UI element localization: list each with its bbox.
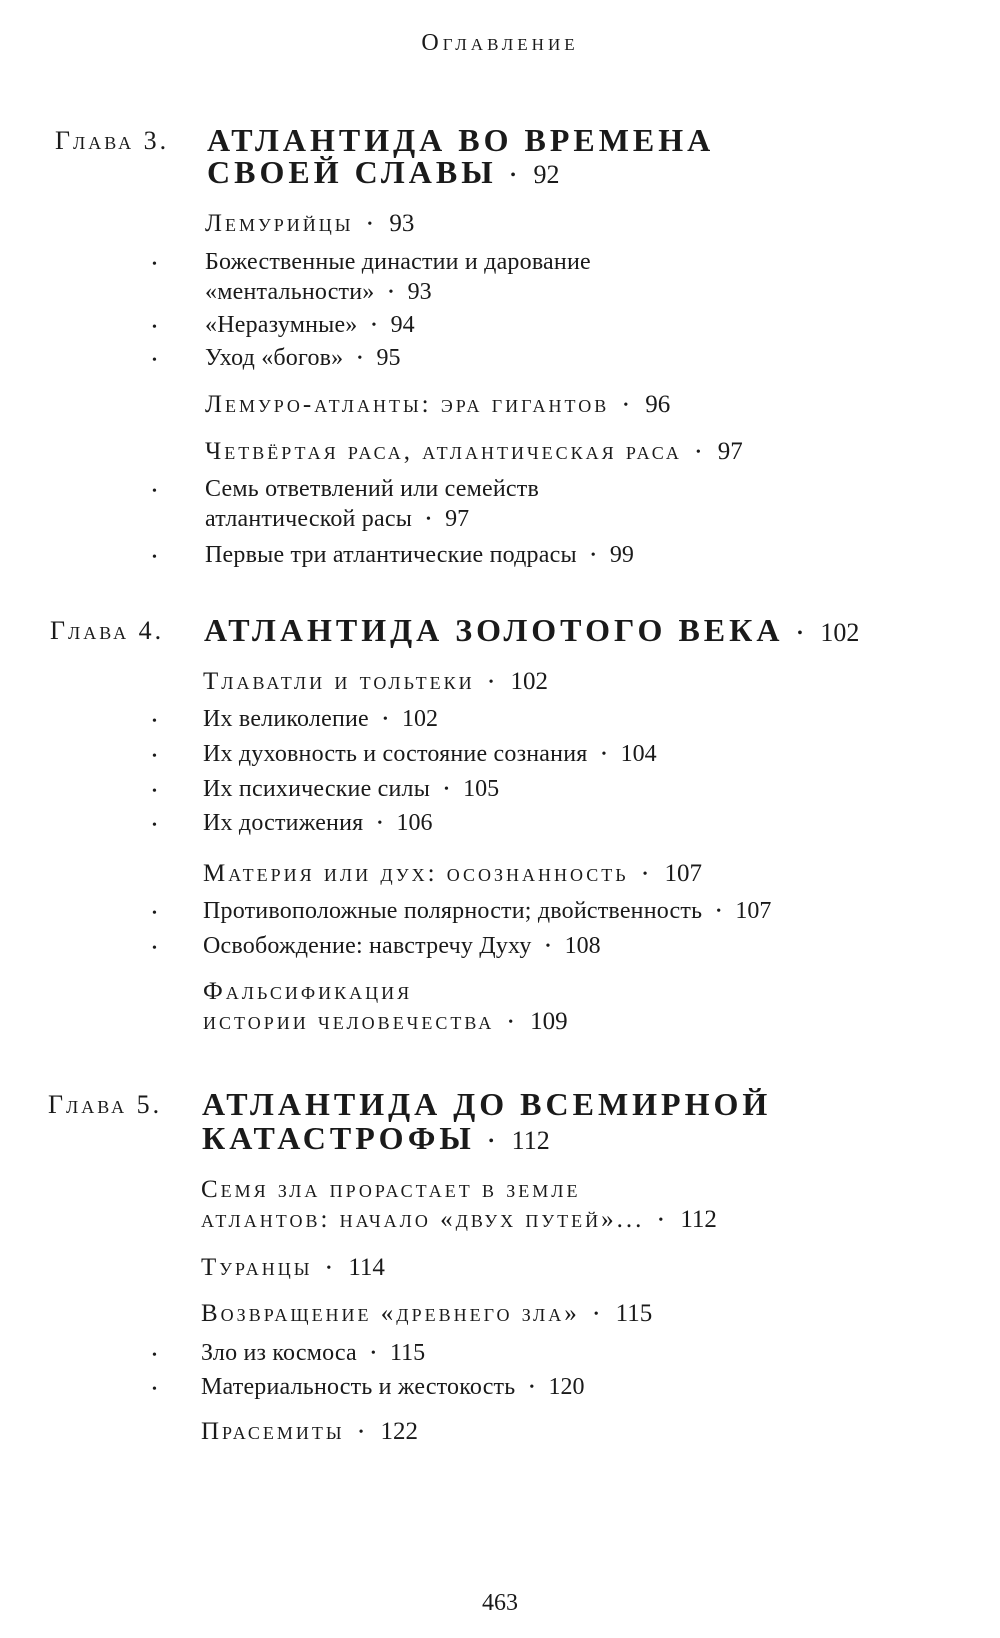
separator-dot: • — [357, 351, 363, 367]
entry-text: Их духовность и состояние сознания — [203, 741, 588, 767]
separator-dot: • — [377, 816, 383, 832]
subsection-entry — [205, 345, 401, 372]
separator-dot: • — [426, 512, 432, 528]
subsection-entry — [203, 810, 432, 837]
chapter-label: Глава 5. — [48, 1090, 163, 1119]
bullet-marker: • — [152, 1382, 157, 1397]
page-ref: 99 — [609, 542, 634, 568]
chapter-title-text: АТЛАНТИДА ЗОЛОТОГО ВЕКА — [204, 612, 784, 648]
bullet-marker: • — [152, 941, 157, 956]
entry-text: Возвращение «древнего зла» — [201, 1300, 580, 1327]
entry-text: Противоположные полярности; двойственность — [203, 898, 703, 924]
entry-text: «ментальности» — [205, 279, 375, 305]
bullet-marker: • — [152, 784, 157, 799]
subsection-entry — [201, 1340, 425, 1367]
entry-text: Фальсификация — [203, 978, 413, 1005]
page-ref: 95 — [376, 345, 401, 371]
section-entry — [203, 1008, 568, 1036]
page-ref: 107 — [664, 860, 702, 887]
page-ref: 93 — [389, 210, 415, 237]
subsection-entry — [205, 249, 591, 276]
entry-text: Освобождение: навстречу Духу — [203, 933, 532, 959]
entry-text: Материя или дух: осознанность — [203, 860, 629, 887]
subsection-entry — [203, 933, 601, 960]
entry-text: атлантической расы — [205, 506, 413, 532]
subsection-entry — [203, 776, 499, 803]
separator-dot: • — [508, 1015, 517, 1031]
page-ref: 102 — [510, 668, 549, 695]
entry-text: «Неразумные» — [205, 312, 358, 338]
separator-dot: • — [382, 712, 388, 728]
separator-dot: • — [797, 625, 807, 641]
bullet-marker: • — [152, 484, 157, 499]
section-entry — [205, 438, 743, 466]
separator-dot: • — [529, 1380, 535, 1396]
subsection-entry — [201, 1374, 585, 1401]
chapter-title-text: АТЛАНТИДА ВО ВРЕМЕНА — [207, 122, 715, 158]
entry-text: Их великолепие — [203, 706, 369, 732]
separator-dot: • — [367, 217, 376, 233]
separator-dot: • — [695, 445, 704, 461]
separator-dot: • — [326, 1261, 335, 1277]
separator-dot: • — [510, 167, 520, 183]
chapter-title — [202, 1086, 771, 1123]
entry-text: Божественные династии и дарование — [205, 249, 591, 275]
page-ref: 104 — [620, 741, 657, 767]
separator-dot: • — [358, 1425, 367, 1441]
chapter-title-text: КАТАСТРОФЫ — [202, 1120, 475, 1156]
separator-dot: • — [601, 747, 607, 763]
entry-text: Семя зла прорастает в земле — [201, 1176, 581, 1203]
subsection-entry — [205, 542, 634, 569]
subsection-entry — [205, 476, 539, 503]
separator-dot: • — [444, 782, 450, 798]
page-ref: 102 — [402, 706, 438, 732]
page-ref: 122 — [380, 1418, 418, 1445]
section-entry — [203, 668, 548, 696]
separator-dot: • — [716, 904, 722, 920]
page-ref: 93 — [407, 279, 432, 305]
subsection-entry — [205, 279, 432, 306]
page-ref: 92 — [533, 160, 560, 189]
entry-text: Семь ответвлений или семейств — [205, 476, 539, 502]
separator-dot: • — [370, 1346, 376, 1362]
page-ref: 114 — [348, 1254, 385, 1281]
entry-text: атлантов: начало «двух путей»... — [201, 1206, 645, 1233]
separator-dot: • — [642, 867, 651, 883]
chapter-title — [202, 1120, 550, 1157]
subsection-entry — [205, 506, 469, 533]
page-ref: 94 — [390, 312, 415, 338]
bullet-marker: • — [152, 906, 157, 921]
chapter-title-text: АТЛАНТИДА ДО ВСЕМИРНОЙ — [202, 1086, 772, 1122]
entry-text: Уход «богов» — [205, 345, 344, 371]
bullet-marker: • — [152, 714, 157, 729]
entry-text: Их достижения — [203, 810, 364, 836]
running-head: Оглавление — [421, 30, 579, 56]
entry-text: Прасемиты — [201, 1418, 345, 1445]
separator-dot: • — [371, 318, 377, 334]
bullet-marker: • — [152, 818, 157, 833]
subsection-entry — [203, 898, 771, 925]
separator-dot: • — [488, 675, 497, 691]
bullet-marker: • — [152, 353, 157, 368]
separator-dot: • — [388, 285, 394, 301]
bullet-marker: • — [152, 550, 157, 565]
subsection-entry — [203, 741, 657, 768]
entry-text: Первые три атлантические подрасы — [205, 542, 577, 568]
bullet-marker: • — [152, 749, 157, 764]
page-ref: 109 — [530, 1008, 568, 1035]
separator-dot: • — [545, 939, 551, 955]
page-ref: 115 — [615, 1300, 653, 1327]
page-ref: 107 — [735, 898, 772, 924]
chapter-title — [207, 154, 560, 191]
section-entry — [201, 1176, 580, 1204]
subsection-entry — [203, 706, 438, 733]
entry-text: Туранцы — [201, 1254, 313, 1281]
chapter-title-text: СВОЕЙ СЛАВЫ — [207, 154, 497, 190]
entry-text: Материальность и жестокость — [201, 1374, 516, 1400]
separator-dot: • — [623, 398, 632, 414]
section-entry — [205, 210, 414, 238]
bullet-marker: • — [152, 1348, 157, 1363]
page-ref: 115 — [390, 1340, 426, 1366]
bullet-marker: • — [152, 257, 157, 272]
chapter-title — [204, 612, 859, 649]
section-entry — [201, 1300, 652, 1328]
page-number: 463 — [482, 1590, 518, 1616]
separator-dot: • — [658, 1213, 667, 1229]
section-entry — [201, 1206, 717, 1234]
entry-text: Лемурийцы — [205, 210, 354, 237]
page-ref: 108 — [564, 933, 601, 959]
subsection-entry — [205, 312, 415, 339]
page-ref: 102 — [820, 618, 860, 647]
bullet-marker: • — [152, 320, 157, 335]
section-entry — [205, 391, 670, 419]
section-entry — [201, 1418, 418, 1446]
page-ref: 97 — [717, 438, 743, 465]
section-entry — [203, 860, 702, 888]
page-ref: 97 — [445, 506, 470, 532]
entry-text: Их психические силы — [203, 776, 431, 802]
page-ref: 96 — [645, 391, 671, 418]
page-ref: 105 — [463, 776, 500, 802]
page-ref: 120 — [548, 1374, 585, 1400]
section-entry — [203, 978, 412, 1006]
chapter-label: Глава 4. — [50, 616, 165, 645]
page-ref: 112 — [511, 1126, 550, 1155]
page-ref: 106 — [396, 810, 433, 836]
entry-text: Четвёртая раса, атлантическая раса — [205, 438, 682, 465]
separator-dot: • — [488, 1133, 498, 1149]
separator-dot: • — [593, 1307, 602, 1323]
entry-text: истории человечества — [203, 1008, 495, 1035]
entry-text: Зло из космоса — [201, 1340, 357, 1366]
entry-text: Тлаватли и тольтеки — [203, 668, 475, 695]
separator-dot: • — [590, 548, 596, 564]
page-ref: 112 — [680, 1206, 717, 1233]
entry-text: Лемуро-атланты: эра гигантов — [205, 391, 610, 418]
section-entry — [201, 1254, 385, 1282]
chapter-label: Глава 3. — [55, 126, 170, 155]
